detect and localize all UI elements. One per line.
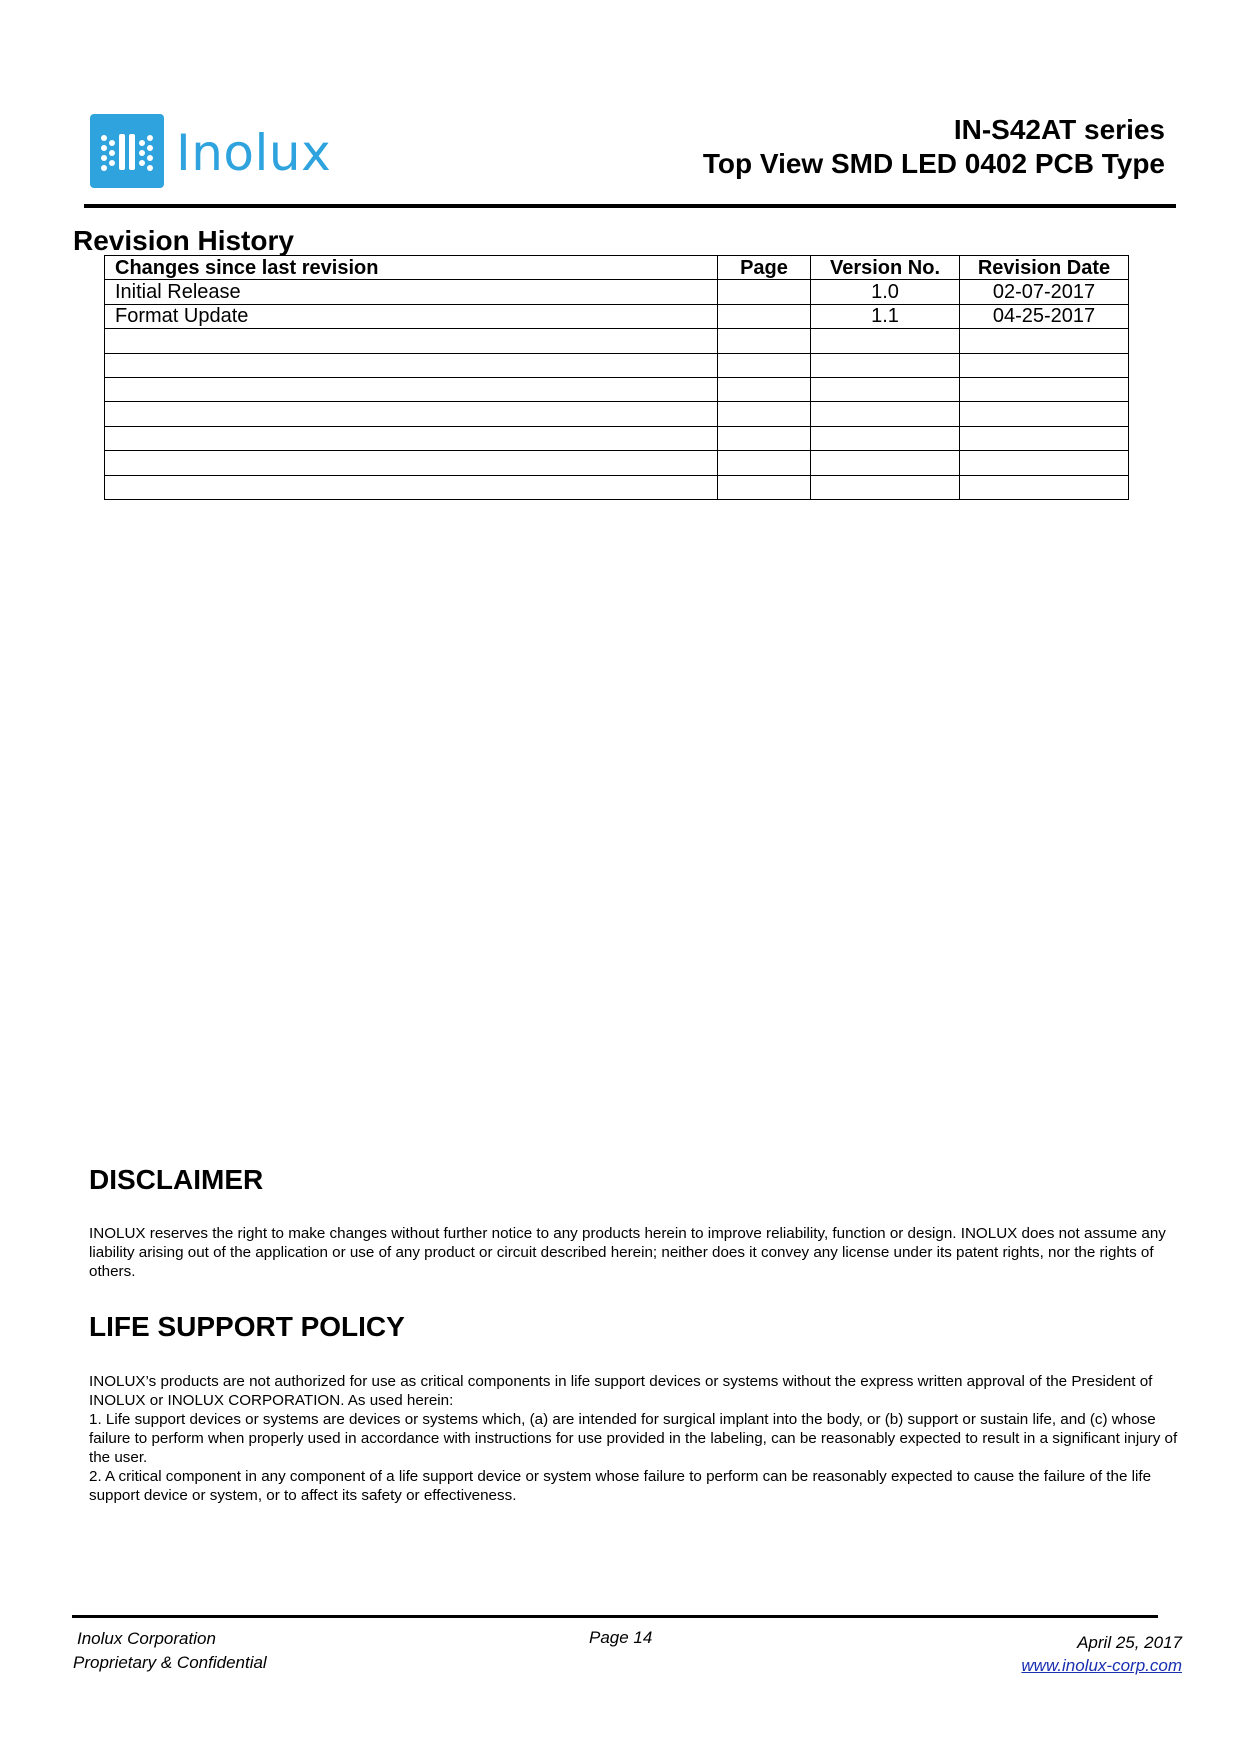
disclaimer-text: INOLUX reserves the right to make changes without further notice to any products herein to improve reliability, function or design. INOLUX does not assume any liability arising out of the application or use of any product or circuit described herein; neither does it convey any license under its patent rights, nor the rights of others. xyxy=(89,1225,1166,1280)
logo-wordmark: Inolux xyxy=(176,124,332,182)
column-header-page: Page xyxy=(718,256,811,280)
cell-version xyxy=(811,353,960,377)
table-row xyxy=(105,475,1129,499)
product-series-title: IN-S42AT series xyxy=(953,114,1165,145)
life-support-heading: LIFE SUPPORT POLICY xyxy=(89,1311,405,1342)
cell-revision-date xyxy=(960,451,1129,475)
cell-page xyxy=(718,451,811,475)
cell-revision-date: 04-25-2017 xyxy=(960,304,1129,328)
cell-version xyxy=(811,475,960,499)
cell-version: 1.1 xyxy=(811,304,960,328)
table-row xyxy=(105,451,1129,475)
life-support-text xyxy=(89,1372,1179,1505)
cell-version xyxy=(811,329,960,353)
table-row xyxy=(105,280,1129,304)
cell-changes xyxy=(105,353,718,377)
cell-version xyxy=(811,451,960,475)
column-header-changes: Changes since last revision xyxy=(105,256,718,280)
cell-changes xyxy=(105,475,718,499)
header-divider xyxy=(84,204,1176,208)
table-row xyxy=(105,377,1129,401)
table-header-row xyxy=(105,256,1129,280)
cell-version: 1.0 xyxy=(811,280,960,304)
cell-changes xyxy=(105,402,718,426)
cell-changes: Format Update xyxy=(105,304,718,328)
footer-page-number: Page 14 xyxy=(589,1628,653,1647)
life-support-item-1: 1. Life support devices or systems are devices or systems which, (a) are intended for surgical implant into the body, or (b) support or sustain life, and (c) whose failure to perform when properly used in accordance with instructions for use provided in the labeling, can be reasonably expected to result in a significant injury of the user. xyxy=(89,1411,1178,1466)
logo-dot-grid-icon xyxy=(90,114,164,188)
cell-revision-date xyxy=(960,475,1129,499)
cell-revision-date xyxy=(960,426,1129,450)
cell-page xyxy=(718,377,811,401)
cell-changes xyxy=(105,451,718,475)
cell-page xyxy=(718,475,811,499)
column-header-revision-date: Revision Date xyxy=(960,256,1129,280)
cell-revision-date xyxy=(960,402,1129,426)
column-header-version: Version No. xyxy=(811,256,960,280)
cell-revision-date xyxy=(960,329,1129,353)
cell-version xyxy=(811,426,960,450)
cell-page xyxy=(718,304,811,328)
footer-website-link[interactable]: www.inolux-corp.com xyxy=(1021,1656,1182,1675)
footer-divider xyxy=(72,1615,1158,1618)
life-support-item-2: 2. A critical component in any component of a life support device or system whose failure to perform can be reasonably expected to cause the failure of the life support device or system, or to affect its safety or effectiveness. xyxy=(89,1468,1152,1504)
cell-revision-date xyxy=(960,353,1129,377)
cell-page xyxy=(718,280,811,304)
cell-page xyxy=(718,329,811,353)
table-row xyxy=(105,426,1129,450)
cell-version xyxy=(811,402,960,426)
cell-changes: Initial Release xyxy=(105,280,718,304)
life-support-intro: INOLUX’s products are not authorized for use as critical components in life support devices or systems without the express written approval of the President of INOLUX or INOLUX CORPORATION. As used herein: xyxy=(89,1373,1153,1409)
cell-page xyxy=(718,353,811,377)
cell-changes xyxy=(105,377,718,401)
footer-company: Inolux Corporation xyxy=(77,1629,216,1648)
cell-revision-date xyxy=(960,377,1129,401)
cell-changes xyxy=(105,329,718,353)
revision-history-heading: Revision History xyxy=(73,225,294,256)
disclaimer-heading: DISCLAIMER xyxy=(89,1164,264,1195)
revision-history-table xyxy=(104,255,1129,500)
table-row xyxy=(105,402,1129,426)
cell-page xyxy=(718,426,811,450)
cell-changes xyxy=(105,426,718,450)
product-subtitle: Top View SMD LED 0402 PCB Type xyxy=(702,148,1165,179)
table-row xyxy=(105,353,1129,377)
cell-revision-date: 02-07-2017 xyxy=(960,280,1129,304)
cell-version xyxy=(811,377,960,401)
table-row xyxy=(105,329,1129,353)
footer-confidential: Proprietary & Confidential xyxy=(73,1653,267,1672)
table-row xyxy=(105,304,1129,328)
footer-date: April 25, 2017 xyxy=(1077,1633,1182,1652)
cell-page xyxy=(718,402,811,426)
logo-mark xyxy=(90,114,164,188)
